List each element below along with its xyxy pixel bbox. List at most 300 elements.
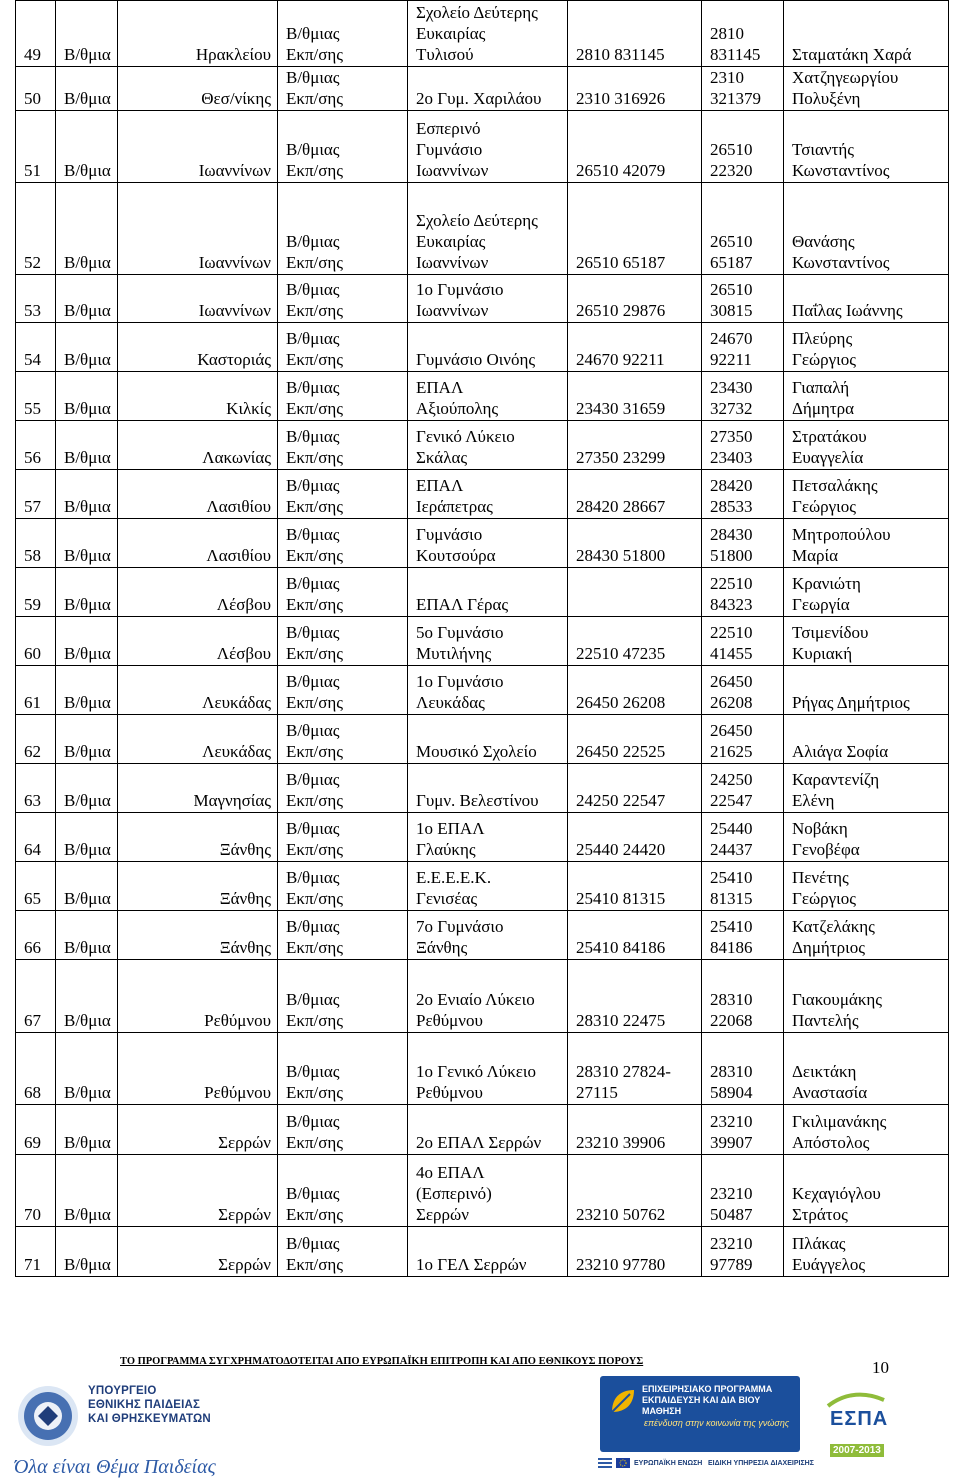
school-name-cell	[408, 960, 568, 1033]
phone-cell	[568, 519, 702, 568]
school-name-cell	[408, 666, 568, 715]
row-number: 53	[24, 301, 41, 320]
leaf-icon	[608, 1386, 638, 1416]
fax: 26450	[710, 721, 753, 740]
phone: 23210 39906	[576, 1133, 666, 1152]
contact-person: Απόστολος	[792, 1133, 870, 1152]
fax: 2310	[710, 68, 744, 87]
phone: 25410 81315	[576, 889, 666, 908]
school-name-cell	[408, 1155, 568, 1227]
education-level-cell	[56, 470, 118, 519]
fax: 22510	[710, 574, 753, 593]
fax: 51800	[710, 546, 753, 565]
region-cell	[118, 960, 278, 1033]
contact-person-cell	[784, 1, 949, 67]
school-name: Ξάνθης	[416, 938, 468, 957]
fax: 65187	[710, 253, 753, 272]
phone: 23210 50762	[576, 1205, 666, 1224]
region-cell	[118, 67, 278, 111]
phone-cell	[568, 666, 702, 715]
region-cell	[118, 911, 278, 960]
school-type: Εκπ/σης	[286, 1083, 344, 1102]
contact-person-cell	[784, 1227, 949, 1277]
contact-person: Γενοβέφα	[792, 840, 860, 859]
phone-cell	[568, 1033, 702, 1105]
contact-person-cell	[784, 421, 949, 470]
school-name-cell	[408, 183, 568, 275]
phone-cell	[568, 183, 702, 275]
contact-person: Πλεύρης	[792, 329, 853, 348]
phone: 25410 84186	[576, 938, 666, 957]
school-type-cell	[278, 421, 408, 470]
school-name: Γυμνάσιο	[416, 140, 483, 159]
fax-cell	[702, 960, 784, 1033]
school-name: Σχολείο Δεύτερης	[416, 211, 538, 230]
table-row	[16, 764, 949, 813]
contact-person: Κωνσταντίνος	[792, 253, 890, 272]
phone: 27115	[576, 1083, 618, 1102]
school-name: 1ο ΕΠΑΛ	[416, 819, 485, 838]
phone: 26450 26208	[576, 693, 666, 712]
row-number: 54	[24, 350, 41, 369]
table-row	[16, 372, 949, 421]
row-number-cell	[16, 275, 56, 323]
region: Κιλκίς	[226, 399, 271, 418]
contact-person-cell	[784, 470, 949, 519]
school-type: Εκπ/σης	[286, 546, 344, 565]
fax-cell	[702, 1155, 784, 1227]
school-type: Β/θμιας	[286, 427, 340, 446]
region-cell	[118, 666, 278, 715]
row-number-cell	[16, 813, 56, 862]
table-row	[16, 715, 949, 764]
contact-person: Πετσαλάκης	[792, 476, 878, 495]
table-row	[16, 519, 949, 568]
school-name-cell	[408, 568, 568, 617]
contact-person: Χατζηγεωργίου	[792, 68, 899, 87]
row-number: 57	[24, 497, 41, 516]
school-name: Εσπερινό	[416, 119, 481, 138]
contact-person: Κυριακή	[792, 644, 853, 663]
fax: 50487	[710, 1205, 753, 1224]
fax-cell	[702, 421, 784, 470]
school-name: Σερρών	[416, 1205, 469, 1224]
school-name: Ευκαιρίας	[416, 24, 486, 43]
school-type-cell	[278, 111, 408, 183]
school-type: Β/θμιας	[286, 525, 340, 544]
region: Ρεθύμνου	[204, 1011, 271, 1030]
phone-cell	[568, 1105, 702, 1155]
table-row	[16, 1, 949, 67]
school-name-cell	[408, 1033, 568, 1105]
school-name-cell	[408, 111, 568, 183]
region-cell	[118, 519, 278, 568]
fax: 22547	[710, 791, 753, 810]
school-name: Γλαύκης	[416, 840, 476, 859]
education-level-cell	[56, 568, 118, 617]
row-number: 62	[24, 742, 41, 761]
cofunding-note: ΤΟ ΠΡΟΓΡΑΜΜΑ ΣΥΓΧΡΗΜΑΤΟΔΟΤΕΙΤΑΙ ΑΠΟ ΕΥΡΩΠΑΪΚΗ ΕΠΙΤΡΟΠΗ ΚΑΙ ΑΠΟ ΕΘΝΙΚΟΥΣ ΠΟΡΟΥΣ	[120, 1356, 644, 1367]
phone-cell	[568, 323, 702, 372]
fax: 23430	[710, 378, 753, 397]
contact-person-cell	[784, 183, 949, 275]
region: Θεσ/νίκης	[201, 89, 271, 108]
school-type: Β/θμιας	[286, 721, 340, 740]
row-number: 69	[24, 1133, 41, 1152]
contact-person: Δήμητρα	[792, 399, 855, 418]
region: Ρεθύμνου	[204, 1083, 271, 1102]
fax: 24250	[710, 770, 753, 789]
table-row	[16, 111, 949, 183]
region-cell	[118, 275, 278, 323]
contact-person: Στράτος	[792, 1205, 848, 1224]
phone-cell	[568, 617, 702, 666]
fax: 22320	[710, 161, 753, 180]
school-name: Γενικό Λύκειο	[416, 427, 515, 446]
espa-swoosh-icon	[826, 1390, 886, 1408]
contact-person: Γιακουμάκης	[792, 990, 883, 1009]
fax: 21625	[710, 742, 753, 761]
fax: 2810	[710, 24, 744, 43]
fax: 84186	[710, 938, 753, 957]
school-name-cell	[408, 323, 568, 372]
contact-person: Αλιάγα Σοφία	[792, 742, 889, 761]
region: Λακωνίας	[202, 448, 271, 467]
school-type: Εκπ/σης	[286, 497, 344, 516]
region: Σερρών	[218, 1133, 271, 1152]
education-level-cell	[56, 323, 118, 372]
contact-person: Δημήτριος	[792, 938, 865, 957]
school-type: Β/θμιας	[286, 476, 340, 495]
fax: 32732	[710, 399, 753, 418]
contact-person-cell	[784, 715, 949, 764]
school-type-cell	[278, 1105, 408, 1155]
school-type-cell	[278, 911, 408, 960]
school-type-cell	[278, 960, 408, 1033]
row-number: 67	[24, 1011, 41, 1030]
fax-cell	[702, 617, 784, 666]
education-level: Β/θμια	[64, 791, 111, 810]
fax-cell	[702, 862, 784, 911]
greek-flag-icon	[598, 1458, 612, 1468]
fax: 26450	[710, 672, 753, 691]
fax-cell	[702, 111, 784, 183]
contact-person: Ελένη	[792, 791, 835, 810]
region-cell	[118, 470, 278, 519]
phone-cell	[568, 421, 702, 470]
contact-person: Κεχαγιόγλου	[792, 1184, 881, 1203]
region: Λέσβου	[216, 595, 271, 614]
phone: 26510 29876	[576, 301, 666, 320]
contact-person: Γκιλιμανάκης	[792, 1112, 887, 1131]
school-name: Γυμν. Βελεστίνου	[416, 791, 539, 810]
row-number: 50	[24, 89, 41, 108]
fax: 831145	[710, 45, 761, 64]
fax: 25410	[710, 868, 753, 887]
eu-strip: ΕΥΡΩΠΑΪΚΗ ΕΝΩΣΗ ΕΙΔΙΚΗ ΥΠΗΡΕΣΙΑ ΔΙΑΧΕΙΡΙΣΗΣ	[598, 1452, 808, 1474]
fax-cell	[702, 67, 784, 111]
row-number: 71	[24, 1255, 41, 1274]
school-type-cell	[278, 862, 408, 911]
school-type: Εκπ/σης	[286, 253, 344, 272]
phone-cell	[568, 813, 702, 862]
contact-person: Ρήγας Δημήτριος	[792, 693, 910, 712]
table-row	[16, 568, 949, 617]
school-name: Ιεράπετρας	[416, 497, 493, 516]
school-type: Β/θμιας	[286, 574, 340, 593]
school-name: Τυλισού	[416, 45, 474, 64]
school-type-cell	[278, 519, 408, 568]
fax-cell	[702, 519, 784, 568]
fax-cell	[702, 1, 784, 67]
phone: 23210 97780	[576, 1255, 666, 1274]
school-name: 1ο ΓΕΛ Σερρών	[416, 1255, 527, 1274]
school-name: Σκάλας	[416, 448, 468, 467]
fax: 28420	[710, 476, 753, 495]
fax-cell	[702, 470, 784, 519]
school-name: 1ο Γυμνάσιο	[416, 672, 504, 691]
table-row	[16, 862, 949, 911]
school-type-cell	[278, 1, 408, 67]
school-name-cell	[408, 813, 568, 862]
school-name: 2ο Γυμ. Χαριλάου	[416, 89, 542, 108]
phone: 26510 42079	[576, 161, 666, 180]
contact-person: Τσιμενίδου	[792, 623, 869, 642]
school-type-cell	[278, 813, 408, 862]
ministry-name: ΥΠΟΥΡΓΕΙΟ ΕΘΝΙΚΗΣ ΠΑΙΔΕΙΑΣ ΚΑΙ ΘΡΗΣΚΕΥΜΑΤΩΝ	[88, 1385, 211, 1425]
school-type: Εκπ/σης	[286, 742, 344, 761]
school-type: Εκπ/σης	[286, 399, 344, 418]
region: Λασιθίου	[206, 497, 271, 516]
fax-cell	[702, 764, 784, 813]
school-type: Β/θμιας	[286, 280, 340, 299]
education-level-cell	[56, 715, 118, 764]
education-level: Β/θμια	[64, 161, 111, 180]
fax: 26208	[710, 693, 753, 712]
school-name-cell	[408, 67, 568, 111]
school-type-cell	[278, 666, 408, 715]
contact-person: Κατζελάκης	[792, 917, 875, 936]
education-level-cell	[56, 183, 118, 275]
row-number: 56	[24, 448, 41, 467]
education-level: Β/θμια	[64, 840, 111, 859]
region: Σερρών	[218, 1205, 271, 1224]
phone-cell	[568, 67, 702, 111]
education-level-cell	[56, 111, 118, 183]
education-level: Β/θμια	[64, 644, 111, 663]
education-level-cell	[56, 1155, 118, 1227]
region-cell	[118, 323, 278, 372]
schools-table	[15, 0, 949, 1277]
school-type-cell	[278, 470, 408, 519]
fax: 28310	[710, 1062, 753, 1081]
row-number-cell	[16, 111, 56, 183]
fax-cell	[702, 813, 784, 862]
row-number: 66	[24, 938, 41, 957]
school-type: Εκπ/σης	[286, 89, 344, 108]
fax: 81315	[710, 889, 753, 908]
fax: 26510	[710, 140, 753, 159]
region: Λευκάδας	[202, 693, 271, 712]
school-type: Β/θμιας	[286, 868, 340, 887]
region-cell	[118, 1155, 278, 1227]
school-type: Εκπ/σης	[286, 791, 344, 810]
contact-person: Γεώργιος	[792, 889, 856, 908]
school-name: Ιωαννίνων	[416, 253, 489, 272]
school-name: Ιωαννίνων	[416, 161, 489, 180]
fax: 23403	[710, 448, 753, 467]
phone: 28310 27824-	[576, 1062, 671, 1081]
school-type-cell	[278, 764, 408, 813]
fax: 27350	[710, 427, 753, 446]
table-row	[16, 1105, 949, 1155]
school-name-cell	[408, 715, 568, 764]
education-level-cell	[56, 813, 118, 862]
school-type: Β/θμιας	[286, 1062, 340, 1081]
row-number-cell	[16, 568, 56, 617]
fax: 97789	[710, 1255, 753, 1274]
region-cell	[118, 421, 278, 470]
school-type: Εκπ/σης	[286, 45, 344, 64]
table-row	[16, 67, 949, 111]
espa-logo: ΕΣΠΑ 2007-2013	[826, 1390, 886, 1474]
school-name-cell	[408, 1, 568, 67]
school-type: Β/θμιας	[286, 140, 340, 159]
school-type: Β/θμιας	[286, 990, 340, 1009]
fax: 23210	[710, 1184, 753, 1203]
contact-person: Σταματάκη Χαρά	[792, 45, 912, 64]
row-number-cell	[16, 617, 56, 666]
education-level: Β/θμια	[64, 1133, 111, 1152]
contact-person-cell	[784, 323, 949, 372]
fax: 25440	[710, 819, 753, 838]
school-type-cell	[278, 275, 408, 323]
row-number: 49	[24, 45, 41, 64]
phone: 2310 316926	[576, 89, 666, 108]
phone-cell	[568, 715, 702, 764]
school-name: ΕΠΑΛ	[416, 378, 464, 397]
school-type-cell	[278, 1227, 408, 1277]
contact-person: Καραντενίζη	[792, 770, 880, 789]
school-name: Ρεθύμνου	[416, 1011, 483, 1030]
row-number-cell	[16, 715, 56, 764]
education-level: Β/θμια	[64, 89, 111, 108]
education-level: Β/θμια	[64, 693, 111, 712]
fax-cell	[702, 323, 784, 372]
contact-person-cell	[784, 275, 949, 323]
contact-person-cell	[784, 568, 949, 617]
fax: 26510	[710, 280, 753, 299]
education-level: Β/θμια	[64, 45, 111, 64]
row-number: 61	[24, 693, 41, 712]
contact-person-cell	[784, 617, 949, 666]
school-name: Ιωαννίνων	[416, 301, 489, 320]
education-level-cell	[56, 1227, 118, 1277]
school-name-cell	[408, 911, 568, 960]
school-type: Β/θμιας	[286, 378, 340, 397]
fax-cell	[702, 666, 784, 715]
region: Λέσβου	[216, 644, 271, 663]
fax-cell	[702, 568, 784, 617]
table-row	[16, 470, 949, 519]
region: Ξάνθης	[219, 889, 271, 908]
education-level: Β/θμια	[64, 1255, 111, 1274]
contact-person-cell	[784, 1105, 949, 1155]
region-cell	[118, 183, 278, 275]
education-level: Β/θμια	[64, 448, 111, 467]
school-type: Εκπ/σης	[286, 1011, 344, 1030]
school-type: Β/θμιας	[286, 1112, 340, 1131]
region-cell	[118, 1105, 278, 1155]
row-number: 59	[24, 595, 41, 614]
phone-cell	[568, 1, 702, 67]
school-name: Γενισέας	[416, 889, 478, 908]
school-name: 7ο Γυμνάσιο	[416, 917, 504, 936]
school-type: Εκπ/σης	[286, 938, 344, 957]
table-row	[16, 911, 949, 960]
row-number-cell	[16, 911, 56, 960]
row-number: 68	[24, 1083, 41, 1102]
phone-cell	[568, 1155, 702, 1227]
school-name: 1ο Γενικό Λύκειο	[416, 1062, 537, 1081]
phone: 24250 22547	[576, 791, 666, 810]
education-level: Β/θμια	[64, 301, 111, 320]
contact-person: Γεώργιος	[792, 350, 856, 369]
region-cell	[118, 617, 278, 666]
contact-person: Πλάκας	[792, 1234, 846, 1253]
contact-person: Πενέτης	[792, 868, 849, 887]
contact-person: Παΐλας Ιωάννης	[792, 301, 903, 320]
table-row	[16, 1033, 949, 1105]
school-name: Κουτσούρα	[416, 546, 496, 565]
school-type: Εκπ/σης	[286, 1205, 344, 1224]
region: Λευκάδας	[202, 742, 271, 761]
row-number: 65	[24, 889, 41, 908]
school-name: Ευκαιρίας	[416, 232, 486, 251]
region-cell	[118, 1033, 278, 1105]
school-name: Γυμνάσιο Οινόης	[416, 350, 536, 369]
contact-person: Γεωργία	[792, 595, 850, 614]
education-level-cell	[56, 67, 118, 111]
fax: 23210	[710, 1112, 753, 1131]
school-type: Β/θμιας	[286, 623, 340, 642]
school-type-cell	[278, 617, 408, 666]
contact-person: Κωνσταντίνος	[792, 161, 890, 180]
fax-cell	[702, 372, 784, 421]
education-level-cell	[56, 960, 118, 1033]
fax: 24670	[710, 329, 753, 348]
school-name: 1ο Γυμνάσιο	[416, 280, 504, 299]
contact-person: Στρατάκου	[792, 427, 867, 446]
contact-person-cell	[784, 813, 949, 862]
school-name: Μυτιλήνης	[416, 644, 492, 663]
school-type: Εκπ/σης	[286, 350, 344, 369]
row-number-cell	[16, 862, 56, 911]
school-type-cell	[278, 183, 408, 275]
contact-person: Μητροπούλου	[792, 525, 891, 544]
contact-person: Παντελής	[792, 1011, 859, 1030]
phone-cell	[568, 372, 702, 421]
row-number: 51	[24, 161, 41, 180]
region: Ηρακλείου	[195, 45, 271, 64]
row-number-cell	[16, 470, 56, 519]
school-name: Γυμνάσιο	[416, 525, 483, 544]
phone: 23430 31659	[576, 399, 666, 418]
phone-cell	[568, 911, 702, 960]
contact-person-cell	[784, 911, 949, 960]
phone-cell	[568, 111, 702, 183]
education-level-cell	[56, 1, 118, 67]
